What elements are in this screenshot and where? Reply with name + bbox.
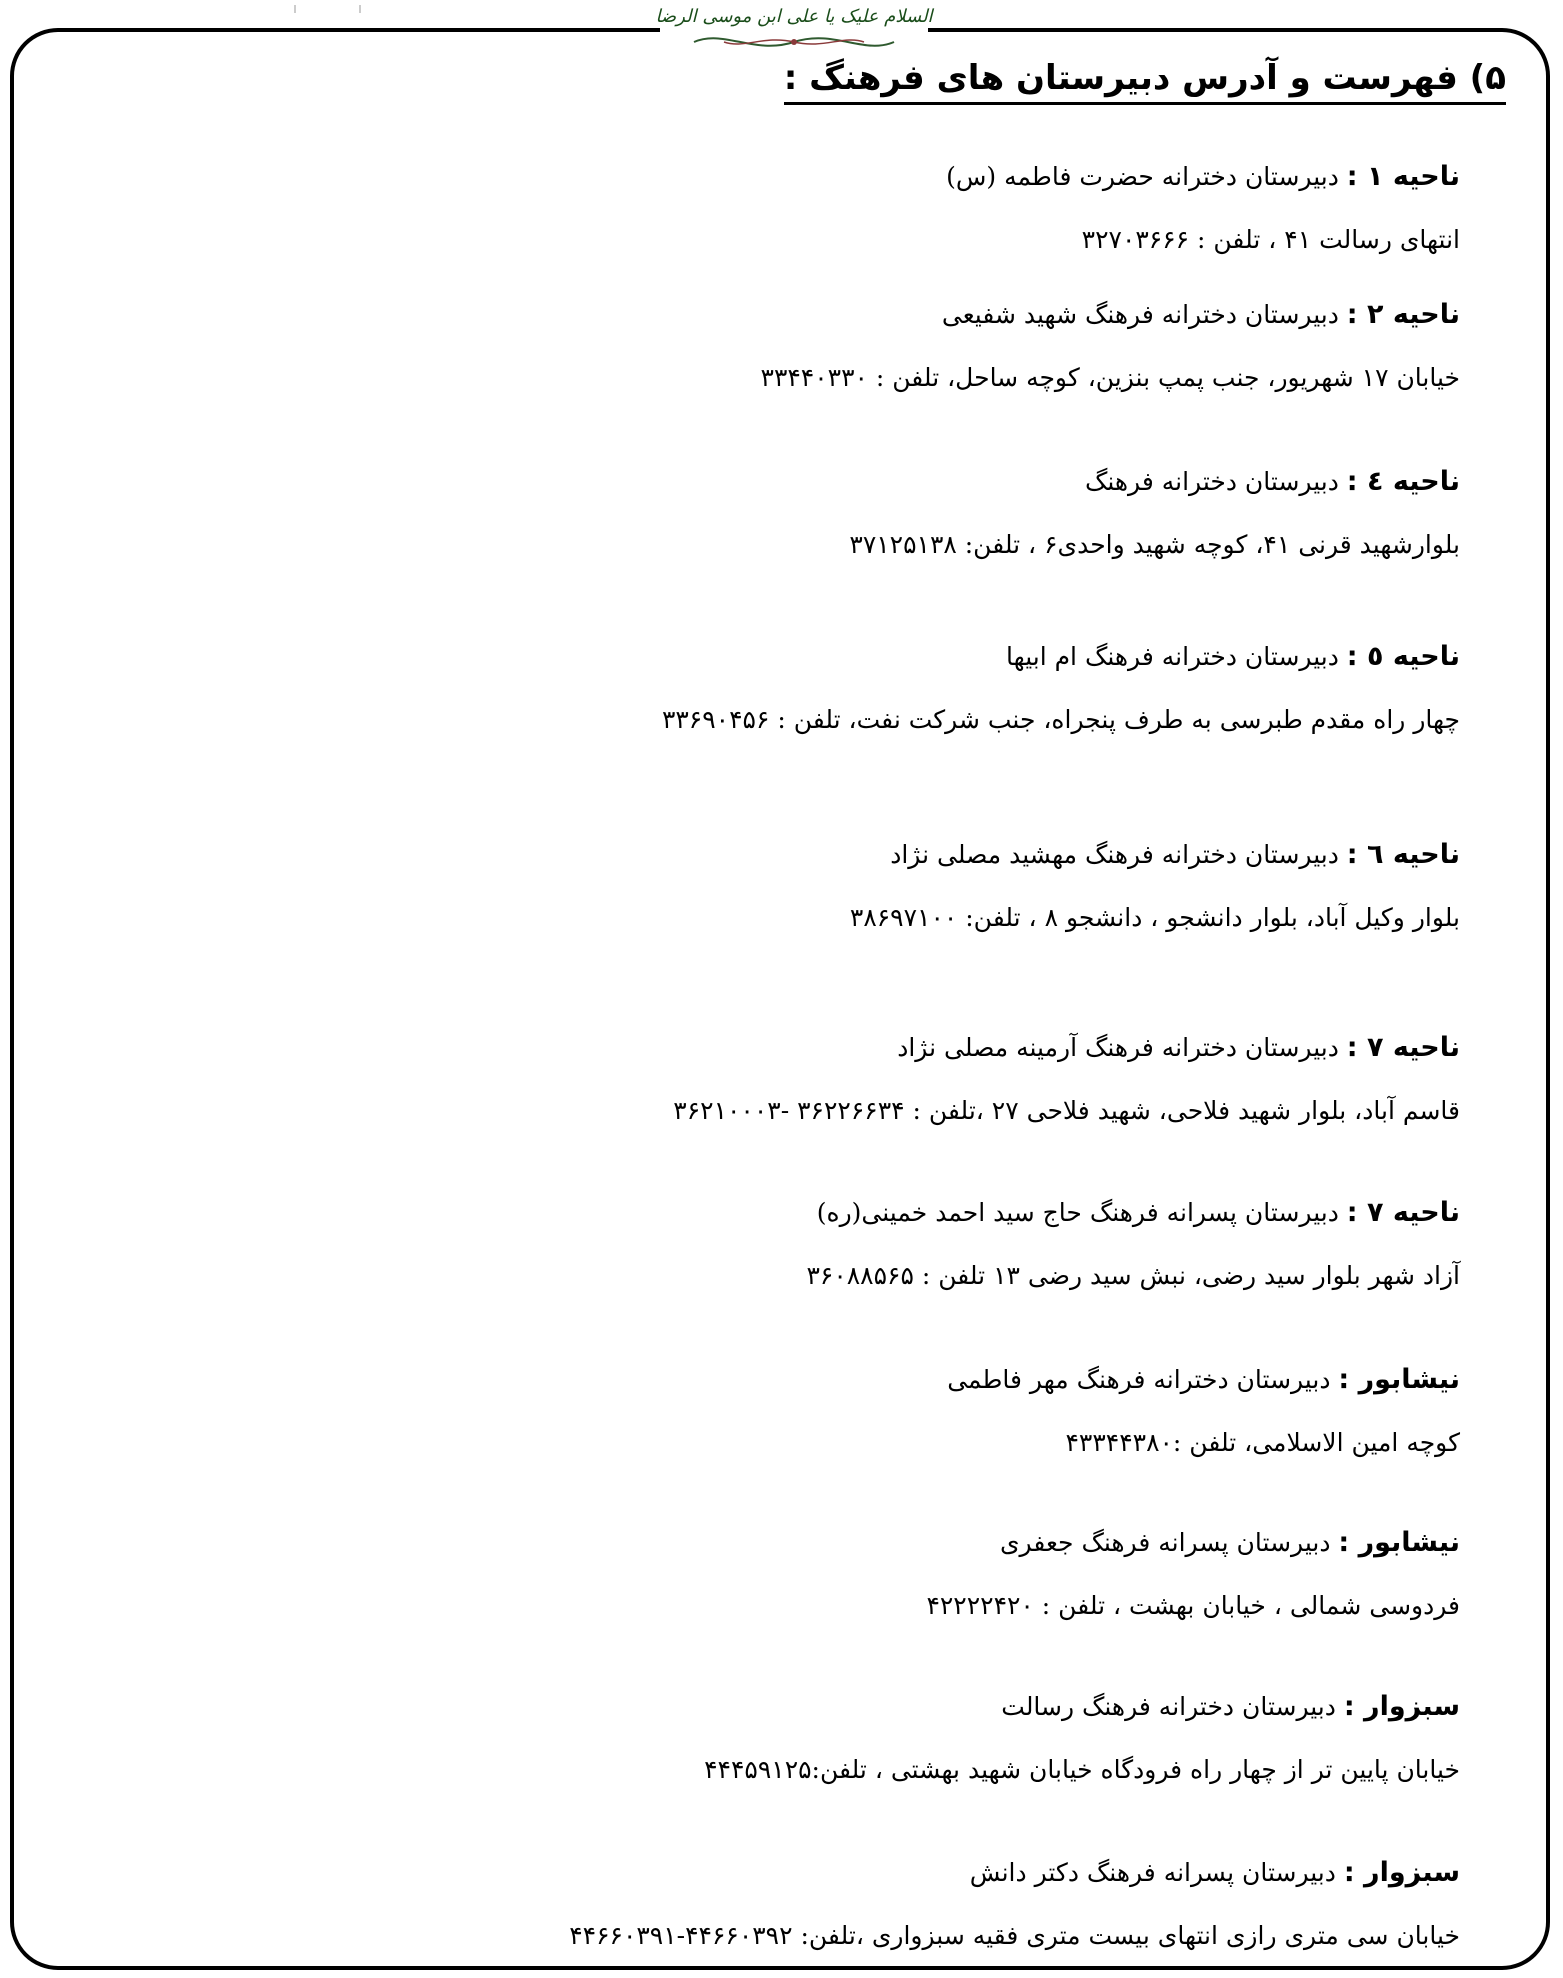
school-address: خیابان ۱۷ شهریور، جنب پمپ بنزین، کوچه ساحل، تلفن : ۳۳۴۴۰۳۳۰ xyxy=(760,363,1460,392)
school-name-line xyxy=(947,1363,1460,1397)
school-name: دبیرستان دخترانه فرهنگ مهر فاطمی xyxy=(947,1365,1339,1394)
school-name: دبیرستان دخترانه حضرت فاطمه (س) xyxy=(946,162,1347,191)
region-label: نیشابور : xyxy=(1338,1527,1460,1558)
school-name-line xyxy=(1001,1690,1460,1724)
region-label: ناحیه ۱ : xyxy=(1346,161,1460,192)
school-name-line xyxy=(897,1031,1460,1065)
ornament-flourish-icon xyxy=(684,29,904,55)
school-name-line xyxy=(942,298,1460,332)
school-name: دبیرستان دخترانه فرهنگ مهشید مصلی نژاد xyxy=(890,840,1347,869)
school-name: دبیرستان دخترانه فرهنگ ام ابیها xyxy=(1006,642,1347,671)
page-title: ۵) فهرست و آدرس دبیرستان های فرهنگ : xyxy=(784,58,1506,105)
school-address: آزاد شهر بلوار سید رضی، نبش سید رضی ۱۳ تلفن : ۳۶۰۸۸۵۶۵ xyxy=(806,1261,1460,1290)
school-address: قاسم آباد، بلوار شهید فلاحی، شهید فلاحی ۲۷ ،تلفن : ۳۶۲۲۶۶۳۴ -۳۶۲۱۰۰۰۳ xyxy=(673,1096,1460,1125)
school-name: دبیرستان پسرانه فرهنگ دکتر دانش xyxy=(969,1858,1344,1887)
region-label: ناحیه ۲ : xyxy=(1346,299,1460,330)
school-name-line xyxy=(946,160,1460,194)
region-label: ناحیه ٤ : xyxy=(1346,466,1460,497)
school-name-line xyxy=(817,1196,1460,1230)
school-name-line xyxy=(1006,640,1460,674)
school-address: خیابان پایین تر از چهار راه فرودگاه خیابان شهید بهشتی ، تلفن:۴۴۴۵۹۱۲۵ xyxy=(704,1755,1460,1784)
school-name: دبیرستان دخترانه فرهنگ آرمینه مصلی نژاد xyxy=(897,1033,1347,1062)
school-name: دبیرستان دخترانه فرهنگ xyxy=(1084,467,1347,496)
school-name-line xyxy=(1085,465,1460,499)
region-label: نیشابور : xyxy=(1338,1364,1460,1395)
school-name: دبیرستان دخترانه فرهنگ رسالت xyxy=(1001,1692,1344,1721)
school-name-line xyxy=(970,1856,1460,1890)
school-address: بلوار وکیل آباد، بلوار دانشجو ، دانشجو ۸ ، تلفن: ۳۸۶۹۷۱۰۰ xyxy=(849,903,1460,932)
banner-calligraphy: السلام علیک یا علی ابن موسی الرضا xyxy=(655,6,933,27)
school-address: انتهای رسالت ۴۱ ، تلفن : ۳۲۷۰۳۶۶۶ xyxy=(1081,225,1460,254)
school-name: دبیرستان پسرانه فرهنگ حاج سید احمد خمینی(ره) xyxy=(816,1198,1347,1227)
region-label: سبزوار : xyxy=(1343,1691,1460,1722)
school-name: دبیرستان پسرانه فرهنگ جعفری xyxy=(999,1528,1339,1557)
region-label: ناحیه ۷ : xyxy=(1346,1197,1460,1228)
school-address: چهار راه مقدم طبرسی به طرف پنجراه، جنب شرکت نفت، تلفن : ۳۳۶۹۰۴۵۶ xyxy=(661,705,1460,734)
school-address: فردوسی شمالی ، خیابان بهشت ، تلفن : ۴۲۲۲۲۴۲۰ xyxy=(926,1591,1460,1620)
school-address: خیابان سی متری رازی انتهای بیست متری فقیه سبزواری ،تلفن: ۴۴۶۶۰۳۹۲-۴۴۶۶۰۳۹۱ xyxy=(569,1921,1460,1950)
school-name: دبیرستان دخترانه فرهنگ شهید شفیعی xyxy=(941,300,1347,329)
region-label: ناحیه ۷ : xyxy=(1346,1032,1460,1063)
region-label: سبزوار : xyxy=(1343,1857,1460,1888)
school-name-line xyxy=(1000,1526,1460,1560)
school-address: کوچه امین الاسلامی، تلفن :۴۳۳۴۴۳۸۰ xyxy=(1065,1428,1460,1457)
region-label: ناحیه ٥ : xyxy=(1346,641,1460,672)
header-banner xyxy=(655,0,933,60)
school-name-line xyxy=(890,838,1460,872)
region-label: ناحیه ٦ : xyxy=(1346,839,1460,870)
top-edge-marks xyxy=(290,0,390,10)
school-address: بلوارشهید قرنی ۴۱، کوچه شهید واحدی۶ ، تلفن: ۳۷۱۲۵۱۳۸ xyxy=(849,530,1460,559)
